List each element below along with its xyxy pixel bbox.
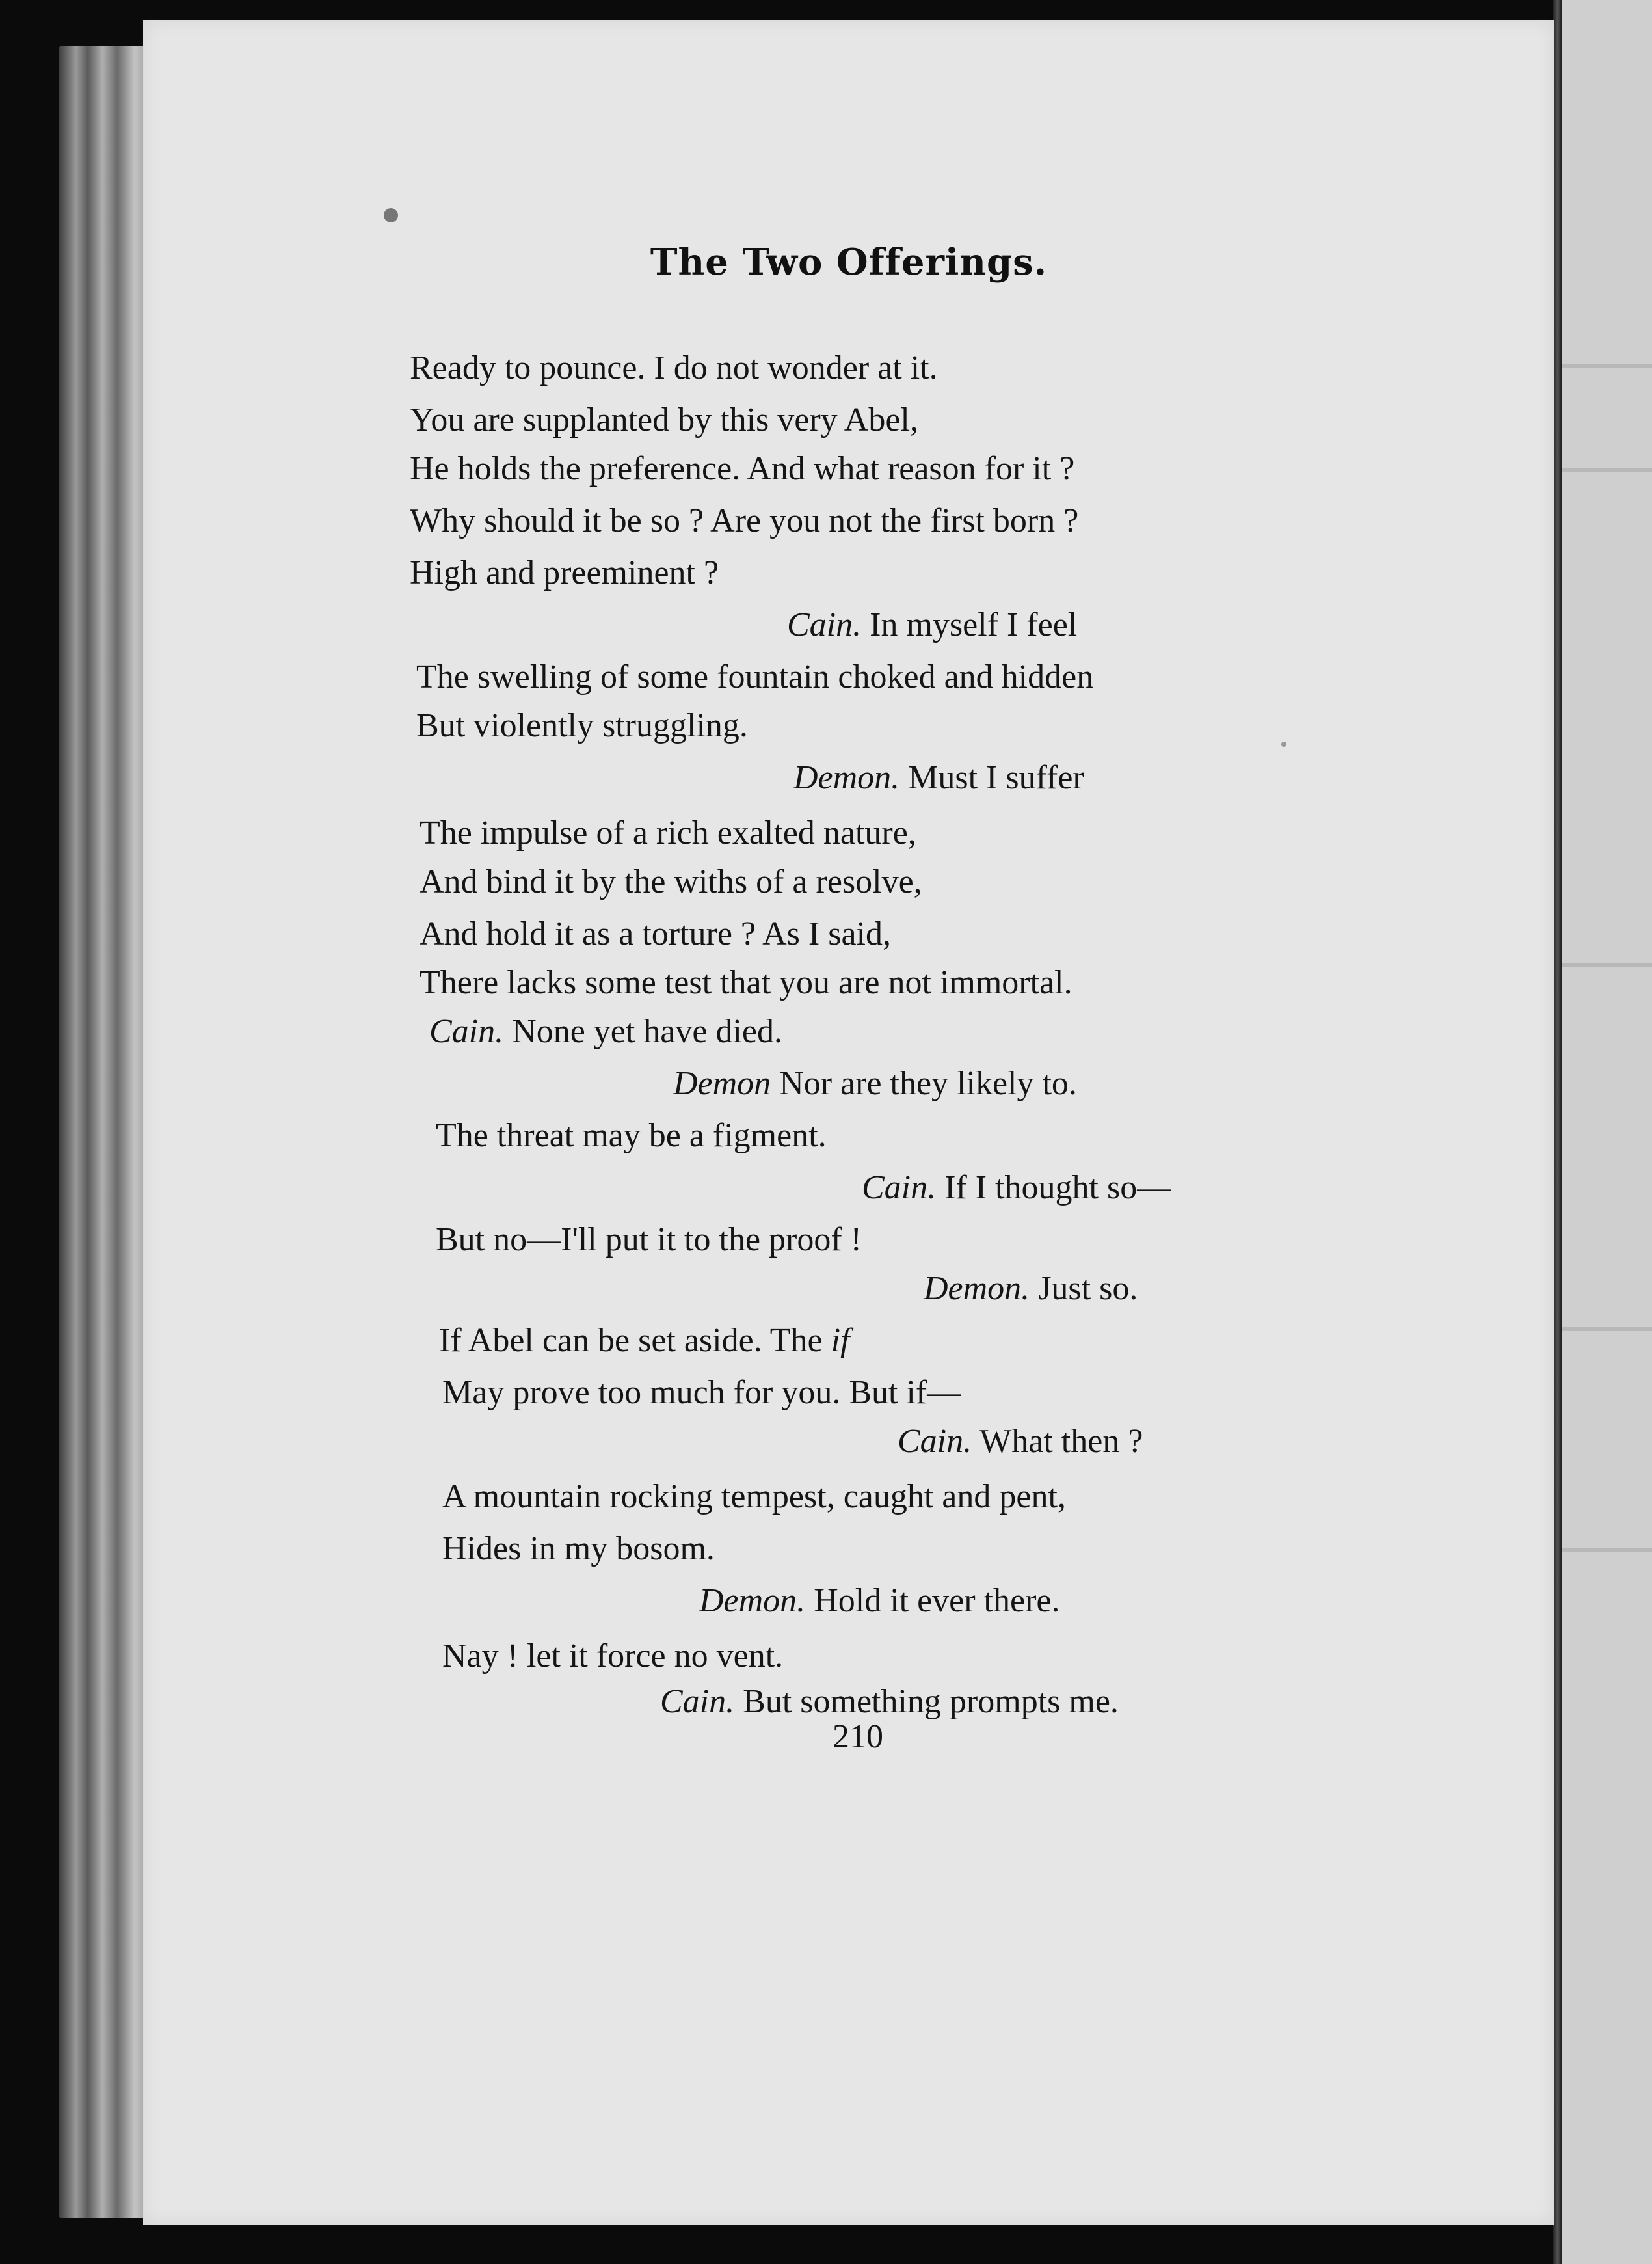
verse-line-12: And hold it as a torture ? As I said, <box>420 915 891 952</box>
speaker-cain: Cain. <box>862 1169 937 1206</box>
speaker-demon: Demon <box>673 1065 771 1102</box>
verse-line-15: Demon Nor are they likely to. <box>673 1065 1077 1102</box>
book-gutter <box>1553 0 1562 2264</box>
speaker-demon: Demon. <box>793 759 900 796</box>
verse-line-13: There lacks some test that you are not immortal. <box>420 964 1072 1001</box>
verse-line-25: Demon. Hold it ever there. <box>699 1582 1060 1619</box>
verse-line-10: The impulse of a rich exalted nature, <box>420 815 916 852</box>
verse-line-18: But no—I'll put it to the proof ! <box>436 1221 862 1258</box>
verse-line-26: Nay ! let it force no vent. <box>442 1637 784 1675</box>
verse-line-2: You are supplanted by this very Abel, <box>410 401 918 438</box>
facing-page-edge <box>1561 0 1652 2264</box>
verse-line-21: May prove too much for you. But if— <box>442 1374 961 1411</box>
running-head: The Two Offerings. <box>650 241 1048 284</box>
verse-line-14: Cain. None yet have died. <box>429 1013 782 1050</box>
verse-line-16: The threat may be a figment. <box>436 1117 827 1154</box>
verse-line-20: If Abel can be set aside. The if <box>439 1322 850 1359</box>
emphasis-if: if <box>831 1322 850 1359</box>
verse-line-4: Why should it be so ? Are you not the first born ? <box>410 502 1079 539</box>
verse-line-6: Cain. In myself I feel <box>787 606 1078 643</box>
speaker-demon: Demon. <box>924 1270 1030 1307</box>
page-number: 210 <box>833 1718 883 1755</box>
speaker-cain: Cain. <box>787 606 862 643</box>
verse-line-17: Cain. If I thought so— <box>862 1169 1171 1206</box>
verse-line-11: And bind it by the withs of a resolve, <box>420 863 922 900</box>
verse-line-1: Ready to pounce. I do not wonder at it. <box>410 349 938 386</box>
verse-line-7: The swelling of some fountain choked and hidden <box>416 658 1094 695</box>
speaker-cain: Cain. <box>429 1013 504 1050</box>
verse-line-19: Demon. Just so. <box>924 1270 1138 1307</box>
speaker-cain: Cain. <box>898 1423 972 1460</box>
book-page <box>143 20 1554 2225</box>
verse-line-24: Hides in my bosom. <box>442 1530 715 1567</box>
verse-line-22: Cain. What then ? <box>898 1423 1143 1460</box>
page-stack-edge <box>59 46 156 2218</box>
verse-line-3: He holds the preference. And what reason for it ? <box>410 450 1075 487</box>
speaker-demon: Demon. <box>699 1582 806 1619</box>
verse-line-8: But violently struggling. <box>416 707 748 744</box>
verse-line-27: Cain. But something prompts me. <box>660 1683 1119 1720</box>
verse-line-23: A mountain rocking tempest, caught and pent, <box>442 1478 1066 1515</box>
verse-line-9: Demon. Must I suffer <box>793 759 1084 796</box>
speaker-cain: Cain. <box>660 1683 735 1720</box>
verse-line-5: High and preeminent ? <box>410 554 719 591</box>
